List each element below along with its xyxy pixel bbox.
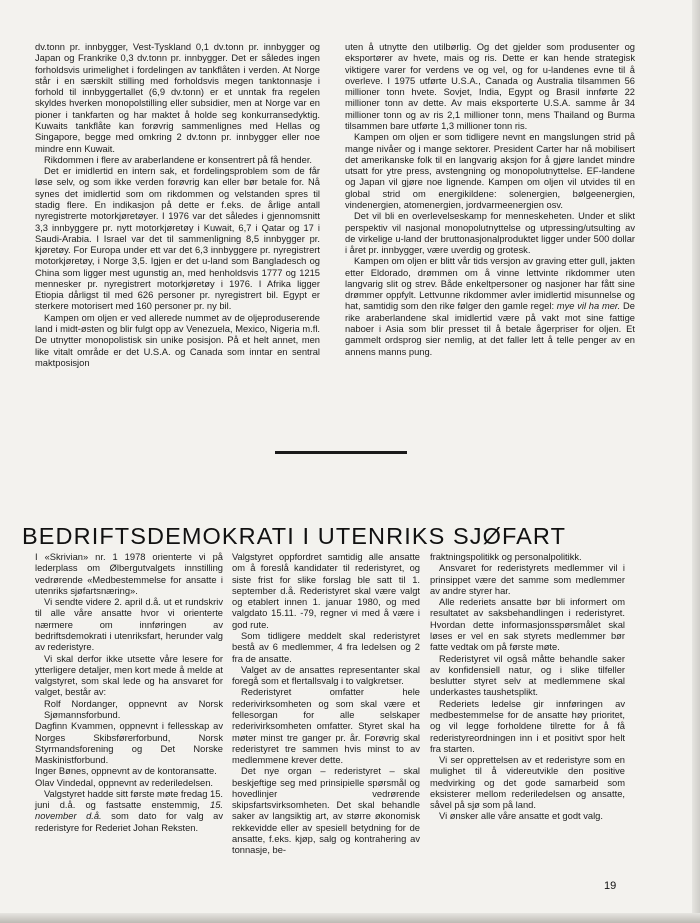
paragraph-text: Rederistyret vil også måtte behandle saker av konfidensiell natur, og i slike tilfeller beslutter styret selv at medlemmene skal underkastes taushetsplikt. bbox=[430, 653, 625, 698]
paragraph bbox=[232, 687, 420, 766]
paragraph bbox=[430, 699, 625, 755]
paragraph-text: Dagfinn Kvammen, oppnevnt i fellesskap av Norges Skibsførerforbund, Norsk Styrmandsforening og Det Norske Maskinistforbund. bbox=[35, 721, 223, 766]
paragraph bbox=[232, 552, 420, 631]
paragraph-text: Inger Bønes, oppnevnt av de kontoransatte. bbox=[35, 766, 217, 777]
page-number: 19 bbox=[604, 880, 617, 892]
paragraph bbox=[430, 563, 625, 597]
paragraph-emphasis: 15. november d.å. bbox=[35, 800, 223, 822]
paragraph bbox=[35, 766, 223, 777]
paragraph-text: uten å utnytte den utilbørlig. Og det gjelder som produsenter og eksportører av hvete, mais og ris. Dette er kan hende strategisk viktigere varer for verdens ve og vel, og for u-landenes evne til å overleve. I 1975 utførte U.S.A., Canada og Australia tilsammen 56 millioner tonn hvete. Sovjet, India, Egypt og Brasil innførte 22 millioner tonn av dette. Av mais eksporterte U.S.A. samme år 34 millioner tonn og av ris 2,1 millioner tonn, mens Thailand og Burma tilsammen bare utførte 1,3 millioner tonn ris. bbox=[345, 42, 635, 131]
paragraph bbox=[345, 211, 635, 256]
paragraph-text: Rikdommen i flere av araberlandene er konsentrert på få hender. bbox=[44, 154, 313, 165]
paragraph-text: Det nye organ – rederistyret – skal beskjeftige seg med prinsipielle spørsmål og hovedlinjer vedrørende skipsfartsvirksomheten. Det skal behandle saker av langsiktig art, av større økonomisk rekkevidde eller av spesiell betydning for de ansatte, f.eks. kjøp, salg og kontrahering av tonnasje, be- bbox=[232, 766, 420, 856]
paragraph-text: Kampen om oljen er blitt vår tids versjon av graving etter gull, jakten etter Eldorado, drømmen om å vinne lettvinte rikdommer uten langvarig slit og strev. Både enkeltpersoner og nasjoner har fått sine drømmer oppfylt. Lettvunne rikdommer avler imidlertid misunnelse og hat, samtidig som den rike følger den gamle regel: bbox=[345, 256, 635, 312]
paragraph-text: De rike araberlandene skal imidlertid være på vakt mot sine fattige naboer i Asia som blir presset til å betale ågerpriser for oljen. Et gammelt ordsprog sier nemlig, at det faller lett å telle penger av en annens manns pung. bbox=[345, 301, 635, 357]
paragraph bbox=[232, 665, 420, 688]
paragraph-text: Valget av de ansattes representanter skal foregå som et flertallsvalg i to valgkretser. bbox=[232, 664, 420, 687]
paragraph-text: dv.tonn pr. innbygger, Vest-Tyskland 0,1 dv.tonn pr. innbygger og Japan og Frankrike 0,3 dv.tonn pr. innbygger. Det er således ingen forholdsvis urimelighet i fordelingen av tankflåten i verden. At Norge står i en særskilt stilling med forholdsvis megen tanktonnasje i forhold til innbyggertallet (6,9 dv.tonn) er et unntak fra regelen skyldes hverken monopolstilling eller subsidier, men at Norge var en pioner i tankfarten og har maktet å holde seg konkurransedyktig. Kuwaits tankflåte kan forøvrig sammenlignes med Hellas og Singapore, begge med omkring 2 dv.tonn pr. innbygger eller noe mindre enn Kuwait. bbox=[35, 42, 320, 154]
article-column-top-right bbox=[345, 42, 635, 358]
paragraph-text: Valgstyret hadde sitt første møte fredag 15. juni d.å. og fastsatte enstemmig, bbox=[35, 788, 223, 811]
paragraph-text: Alle rederiets ansatte bør bli informert om resultatet av saksbehandlingen i rederistyret. Hvordan dette informasjonsspørsmålet skal løses er vel en sak styrets medlemmer bør fatte vedtak om på første møte. bbox=[430, 597, 625, 653]
paragraph-text: Det er imidlertid en intern sak, et fordelingsproblem som de får løse selv, og som ikke verden forøvrig kan eller bør betale for. Nå synes det imidlertid som om rikdommen og velstanden spres til stadig flere. En indikasjon på dette er f.eks. de årlige antall nyregistrerte motorkjøretøyer. I 1976 var det således i gjennomsnitt 3,3 innbyggere pr. nytt motorkjøretøy i Kuwait, 6,7 i Qatar og 17 i Saudi-Arabia. I Israel var det til sammenligning 8,5 innbygger pr. kjøretøy. For Europa under ett var det 6,3 innbyggere pr. nyregistrert motorkjøretøy, i Norge 3,5. Igjen er det u-land som Bangladesch og China som ligger mest ugunstig an, med henholdsvis 1777 og 1215 mennesker pr. nyregistrert motorkjøretøy i 1976. I Afrika ligger Etiopia dårligst til med 626 personer pr. nyregistrert bil. Egypt er sterkere motorisert med 160 personer pr. ny bil. bbox=[35, 166, 320, 312]
article-column-top-left bbox=[35, 42, 320, 369]
paragraph-text: Olav Vindedal, oppnevnt av rederiledelsen. bbox=[35, 777, 213, 788]
paragraph-text: Vi sendte videre 2. april d.å. ut et rundskriv til alle våre ansatte hvor vi orienterte nærmere om innføringen av bedriftsdemokrati i utenriksfart, herunder valg av rederistyre. bbox=[35, 597, 223, 653]
paragraph bbox=[430, 755, 625, 811]
paragraph-text: Ansvaret for rederistyrets medlemmer vil i prinsippet være det samme som medlemmer av andre styrer har. bbox=[430, 563, 625, 596]
page-edge-shadow bbox=[692, 0, 700, 923]
paragraph-text: Rederistyret omfatter hele rederivirksomheten og som skal være et fellesorgan for alle selskaper rederivirksomheten omfatter. Styret skal ha møter minst tre ganger pr. år. Forøvrig skal rederistyret tre sammen hvis minst to av medlemmene krever dette. bbox=[232, 687, 420, 766]
paragraph bbox=[430, 811, 625, 822]
paragraph bbox=[35, 654, 223, 699]
paragraph bbox=[35, 155, 320, 166]
paragraph bbox=[430, 597, 625, 653]
paragraph bbox=[35, 313, 320, 369]
article-title: BEDRIFTSDEMOKRATI I UTENRIKS SJØFART bbox=[22, 522, 567, 549]
paragraph-text: Rolf Nordanger, oppnevnt av Norsk Sjømannsforbund. bbox=[44, 698, 223, 720]
paragraph-text: Vi ser opprettelsen av et rederistyre som en mulighet til å videreutvikle den positive medvirking og det gode samarbeid som eksisterer mellom rederiledelsen og ansatte, såvel på sjø som på land. bbox=[430, 755, 625, 811]
paragraph-text: Vi skal derfor ikke utsette våre lesere for ytterligere detaljer, men kort mede å melde at valgstyret, som skal lede og ha ansvaret for valget, består av: bbox=[35, 653, 223, 698]
paragraph bbox=[35, 789, 223, 834]
paragraph bbox=[232, 631, 420, 665]
paragraph bbox=[345, 256, 635, 358]
paragraph-text: som dato for valg av rederistyre for Rederiet Johan Reksten. bbox=[35, 811, 223, 833]
paragraph-text: Kampen om oljen er som tidligere nevnt en mangslungen strid på mange nivåer og i mange sektorer. President Carter har nå mobilisert det amerikanske folk til en langvarig aksjon for å gjøre landet mindre utsatt for ytre press, avstengning og monopolutnyttelse. EF-landene og Japan vil gjøre noe lignende. Kampen om oljen vil utvides til en global strid om energikildene: solenergien, bølgeenergien, vindenergien, atomenergien, jordvarmeenergien osv. bbox=[345, 132, 635, 210]
paragraph-text: Som tidligere meddelt skal rederistyret bestå av 6 medlemmer, 4 fra ledelsen og 2 fra de ansatte. bbox=[232, 630, 420, 664]
article-column-2 bbox=[232, 552, 420, 857]
article-column-3 bbox=[430, 552, 625, 823]
paragraph bbox=[430, 552, 625, 563]
paragraph bbox=[35, 721, 223, 766]
paragraph-text: fraktningspolitikk og personalpolitikk. bbox=[430, 552, 582, 562]
paragraph bbox=[345, 42, 635, 132]
paragraph bbox=[35, 42, 320, 155]
paragraph bbox=[35, 166, 320, 313]
paragraph-text: Det vil bli en overlevelseskamp for menneskeheten. Under et slikt perspektiv vil nasjonal monopolutnyttelse og utpressing/utsulting av de virkelige u-land der bruttonasjonalproduktet ligger under 500 dollar i året pr. innbygger, være uverdig og grotesk. bbox=[345, 211, 635, 256]
paragraph-emphasis: mye vil ha mer. bbox=[556, 301, 621, 312]
paragraph bbox=[430, 654, 625, 699]
paragraph bbox=[232, 766, 420, 856]
paragraph-text: I «Skrivian» nr. 1 1978 orienterte vi på lederplass om Ølbergutvalgets innstilling vedrørende «Medbestemmelse for ansatte i utenriks sjøfartsnæring». bbox=[35, 552, 223, 596]
paragraph bbox=[35, 552, 223, 597]
paragraph-text: Vi ønsker alle våre ansatte et godt valg. bbox=[439, 811, 603, 822]
article-column-1 bbox=[35, 552, 223, 834]
page-bottom-shadow bbox=[0, 913, 700, 923]
section-divider-rule bbox=[275, 451, 407, 454]
paragraph bbox=[345, 132, 635, 211]
paragraph-text: Rederiets ledelse gir innføringen av medbestemmelse for de ansatte høy prioritet, og vil legge forholdene tilrette for å få rederistyreordningen inn i et positivt spor helt fra starten. bbox=[430, 698, 625, 754]
paragraph bbox=[35, 699, 223, 722]
paragraph bbox=[35, 597, 223, 653]
paragraph bbox=[35, 778, 223, 789]
paragraph-text: Valgstyret oppfordret samtidig alle ansatte om å foreslå kandidater til rederistyret, og siste frist for slike forslag ble satt til 1. september d.å. Rederistyret skal være valgt og etablert innen 1. januar 1980, og med valgdato 15.11. -79, regner vi med å være i god rute. bbox=[232, 552, 420, 630]
paragraph-text: Kampen om oljen er ved alleredе nummet av de oljeproduserende land i midt-østen og blir fulgt opp av Venezuela, Mexico, Nigeria m.fl. De utnytter monopolistisk sin unike posisjon. På et helt annet, men like vitalt område er det U.S.A. og Canada som inntar en sentral maktposisjon bbox=[35, 312, 320, 368]
